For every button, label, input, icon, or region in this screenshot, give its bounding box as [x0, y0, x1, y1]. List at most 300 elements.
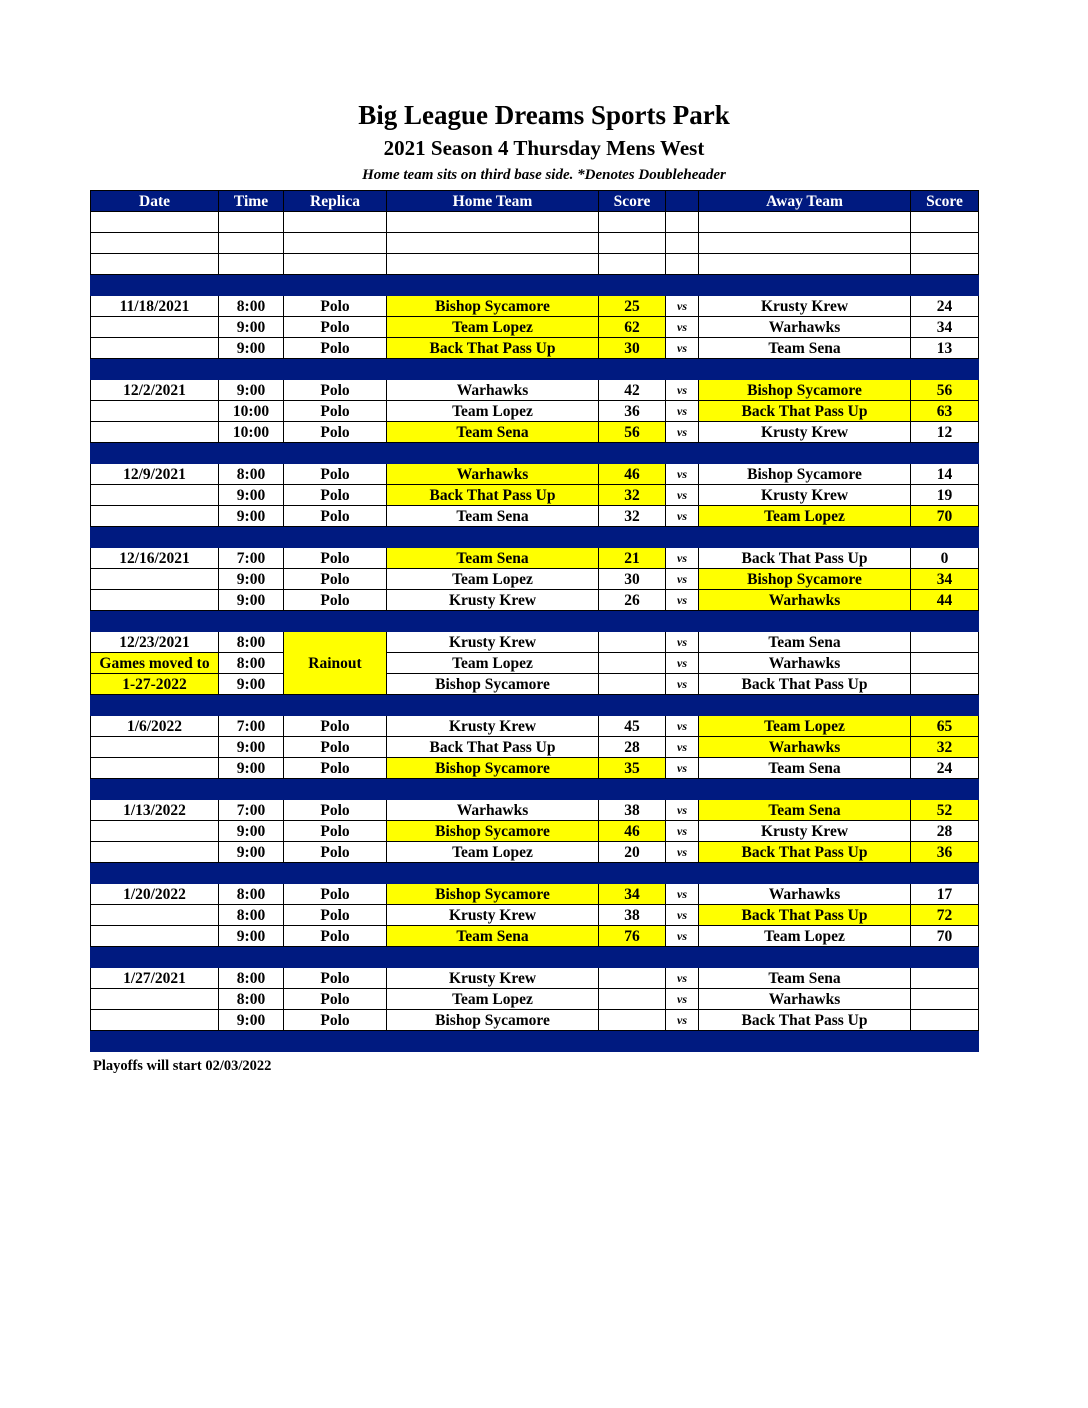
game-field: Polo [284, 485, 387, 506]
blank-cell [91, 254, 219, 275]
away-team: Back That Pass Up [699, 1010, 911, 1031]
separator-cell [699, 695, 911, 716]
vs-label: vs [666, 926, 699, 947]
game-date: 1/27/2021 [91, 968, 219, 989]
vs-label: vs [666, 401, 699, 422]
home-score: 46 [599, 464, 666, 485]
separator-cell [666, 947, 699, 968]
game-row [91, 380, 979, 401]
date-cell [91, 401, 219, 422]
game-field: Polo [284, 842, 387, 863]
home-team: Bishop Sycamore [387, 821, 599, 842]
vs-label: vs [666, 380, 699, 401]
col-date: Date [91, 191, 219, 212]
home-score: 28 [599, 737, 666, 758]
game-time: 8:00 [219, 296, 284, 317]
away-score: 70 [911, 506, 979, 527]
col-replica: Replica [284, 191, 387, 212]
away-score: 65 [911, 716, 979, 737]
game-row [91, 401, 979, 422]
vs-label: vs [666, 653, 699, 674]
game-row [91, 737, 979, 758]
separator-cell [911, 527, 979, 548]
separator-cell [219, 1031, 284, 1052]
separator-cell [387, 1031, 599, 1052]
date-cell [91, 926, 219, 947]
vs-label: vs [666, 884, 699, 905]
separator-cell [387, 695, 599, 716]
game-time: 7:00 [219, 800, 284, 821]
away-score: 19 [911, 485, 979, 506]
separator-cell [91, 275, 219, 296]
separator-cell [911, 611, 979, 632]
separator-cell [599, 611, 666, 632]
home-score: 30 [599, 569, 666, 590]
home-team: Krusty Krew [387, 968, 599, 989]
vs-label: vs [666, 317, 699, 338]
away-score: 72 [911, 905, 979, 926]
game-row [91, 338, 979, 359]
separator-cell [666, 359, 699, 380]
vs-label: vs [666, 989, 699, 1010]
blank-cell [284, 254, 387, 275]
game-time: 7:00 [219, 716, 284, 737]
separator-cell [911, 695, 979, 716]
game-time: 8:00 [219, 653, 284, 674]
game-time: 9:00 [219, 758, 284, 779]
game-row [91, 590, 979, 611]
home-score: 42 [599, 380, 666, 401]
home-team: Back That Pass Up [387, 737, 599, 758]
home-score [599, 989, 666, 1010]
separator-cell [219, 863, 284, 884]
blank-cell [599, 254, 666, 275]
vs-label: vs [666, 632, 699, 653]
separator-cell [91, 779, 219, 800]
separator-cell [91, 611, 219, 632]
away-score: 24 [911, 296, 979, 317]
home-team: Bishop Sycamore [387, 758, 599, 779]
away-score [911, 674, 979, 695]
home-team: Bishop Sycamore [387, 884, 599, 905]
game-row [91, 674, 979, 695]
col-home-score: Score [599, 191, 666, 212]
vs-label: vs [666, 296, 699, 317]
away-score: 70 [911, 926, 979, 947]
date-cell [91, 758, 219, 779]
separator-cell [387, 359, 599, 380]
col-vs [666, 191, 699, 212]
separator-cell [219, 947, 284, 968]
away-score: 34 [911, 317, 979, 338]
game-row [91, 800, 979, 821]
separator-cell [699, 947, 911, 968]
game-time: 9:00 [219, 674, 284, 695]
separator-cell [284, 359, 387, 380]
blank-cell [91, 233, 219, 254]
col-away-score: Score [911, 191, 979, 212]
blank-cell [699, 254, 911, 275]
home-team: Krusty Krew [387, 905, 599, 926]
blank-cell [219, 254, 284, 275]
home-score [599, 653, 666, 674]
away-score [911, 989, 979, 1010]
home-team: Warhawks [387, 464, 599, 485]
separator-cell [911, 863, 979, 884]
blank-cell [699, 233, 911, 254]
playoffs-note: Playoffs will start 02/03/2022 [93, 1058, 272, 1074]
blank-cell [219, 212, 284, 233]
rainout-badge: Rainout [284, 632, 387, 695]
home-score: 62 [599, 317, 666, 338]
vs-label: vs [666, 1010, 699, 1031]
separator-cell [911, 359, 979, 380]
game-row [91, 548, 979, 569]
vs-label: vs [666, 758, 699, 779]
separator-cell [284, 695, 387, 716]
game-row [91, 758, 979, 779]
game-row [91, 905, 979, 926]
separator-cell [599, 527, 666, 548]
vs-label: vs [666, 800, 699, 821]
home-team: Warhawks [387, 380, 599, 401]
away-score: 14 [911, 464, 979, 485]
away-score: 12 [911, 422, 979, 443]
home-score: 36 [599, 401, 666, 422]
away-score: 63 [911, 401, 979, 422]
game-field: Polo [284, 338, 387, 359]
vs-label: vs [666, 842, 699, 863]
vs-label: vs [666, 338, 699, 359]
separator-cell [599, 863, 666, 884]
game-field: Polo [284, 989, 387, 1010]
vs-label: vs [666, 506, 699, 527]
date-cell [91, 1010, 219, 1031]
separator-cell [284, 863, 387, 884]
home-score: 76 [599, 926, 666, 947]
game-row [91, 842, 979, 863]
separator-cell [219, 611, 284, 632]
vs-label: vs [666, 590, 699, 611]
separator-cell [599, 359, 666, 380]
vs-label: vs [666, 737, 699, 758]
game-field: Polo [284, 590, 387, 611]
game-row [91, 422, 979, 443]
separator-cell [599, 275, 666, 296]
vs-label: vs [666, 716, 699, 737]
separator-row [91, 443, 979, 464]
game-row [91, 989, 979, 1010]
home-score: 20 [599, 842, 666, 863]
separator-cell [387, 947, 599, 968]
home-team: Krusty Krew [387, 590, 599, 611]
game-row [91, 569, 979, 590]
away-team: Back That Pass Up [699, 842, 911, 863]
separator-cell [699, 1031, 911, 1052]
date-cell [91, 905, 219, 926]
vs-label: vs [666, 569, 699, 590]
separator-cell [599, 947, 666, 968]
home-score [599, 968, 666, 989]
away-team: Warhawks [699, 590, 911, 611]
game-row [91, 716, 979, 737]
home-team: Team Lopez [387, 842, 599, 863]
blank-cell [911, 212, 979, 233]
home-score: 38 [599, 800, 666, 821]
separator-row [91, 863, 979, 884]
col-time: Time [219, 191, 284, 212]
game-date: 12/16/2021 [91, 548, 219, 569]
home-team: Back That Pass Up [387, 485, 599, 506]
away-score: 44 [911, 590, 979, 611]
away-team: Team Sena [699, 632, 911, 653]
game-date: 1/13/2022 [91, 800, 219, 821]
away-team: Krusty Krew [699, 485, 911, 506]
blank-row [91, 212, 979, 233]
separator-cell [91, 527, 219, 548]
separator-cell [699, 611, 911, 632]
game-row [91, 296, 979, 317]
separator-cell [91, 863, 219, 884]
game-field: Polo [284, 296, 387, 317]
blank-cell [387, 254, 599, 275]
game-time: 9:00 [219, 506, 284, 527]
separator-row [91, 1031, 979, 1052]
home-score: 32 [599, 485, 666, 506]
date-cell [91, 737, 219, 758]
moved-date: 1-27-2022 [91, 674, 219, 695]
home-score: 30 [599, 338, 666, 359]
page-subtitle: 2021 Season 4 Thursday Mens West [383, 136, 705, 160]
separator-cell [387, 275, 599, 296]
home-team: Team Sena [387, 548, 599, 569]
game-date: 12/23/2021 [91, 632, 219, 653]
game-field: Polo [284, 548, 387, 569]
date-cell [91, 590, 219, 611]
blank-row [91, 254, 979, 275]
game-time: 7:00 [219, 548, 284, 569]
game-time: 9:00 [219, 380, 284, 401]
home-team: Krusty Krew [387, 716, 599, 737]
separator-cell [219, 695, 284, 716]
game-time: 9:00 [219, 737, 284, 758]
game-row [91, 968, 979, 989]
away-score: 36 [911, 842, 979, 863]
home-team: Team Lopez [387, 989, 599, 1010]
separator-cell [91, 1031, 219, 1052]
separator-cell [387, 527, 599, 548]
game-time: 9:00 [219, 485, 284, 506]
blank-cell [387, 212, 599, 233]
away-score [911, 968, 979, 989]
game-row [91, 485, 979, 506]
page-title: Big League Dreams Sports Park [358, 100, 730, 130]
blank-cell [599, 212, 666, 233]
separator-cell [599, 443, 666, 464]
separator-cell [91, 695, 219, 716]
separator-cell [666, 611, 699, 632]
game-time: 9:00 [219, 590, 284, 611]
separator-cell [387, 443, 599, 464]
separator-cell [284, 443, 387, 464]
separator-row [91, 695, 979, 716]
separator-cell [599, 779, 666, 800]
away-score [911, 632, 979, 653]
blank-cell [911, 233, 979, 254]
away-team: Team Lopez [699, 926, 911, 947]
separator-cell [911, 443, 979, 464]
col-home-team: Home Team [387, 191, 599, 212]
date-cell [91, 989, 219, 1010]
schedule-table [90, 190, 979, 1052]
blank-cell [599, 233, 666, 254]
game-field: Polo [284, 926, 387, 947]
away-team: Warhawks [699, 884, 911, 905]
game-field: Polo [284, 905, 387, 926]
date-cell [91, 422, 219, 443]
away-team: Bishop Sycamore [699, 464, 911, 485]
game-field: Polo [284, 422, 387, 443]
home-score: 45 [599, 716, 666, 737]
away-score: 28 [911, 821, 979, 842]
game-date: 1/6/2022 [91, 716, 219, 737]
separator-cell [666, 275, 699, 296]
game-row [91, 317, 979, 338]
separator-cell [666, 527, 699, 548]
separator-cell [666, 443, 699, 464]
blank-cell [666, 254, 699, 275]
blank-cell [284, 233, 387, 254]
game-field: Polo [284, 884, 387, 905]
separator-cell [699, 527, 911, 548]
separator-row [91, 359, 979, 380]
game-time: 8:00 [219, 905, 284, 926]
game-field: Polo [284, 968, 387, 989]
separator-row [91, 611, 979, 632]
separator-cell [911, 779, 979, 800]
away-team: Team Lopez [699, 716, 911, 737]
away-team: Back That Pass Up [699, 401, 911, 422]
game-field: Polo [284, 821, 387, 842]
game-row [91, 506, 979, 527]
separator-cell [699, 359, 911, 380]
home-team: Team Lopez [387, 569, 599, 590]
separator-cell [91, 947, 219, 968]
separator-cell [284, 527, 387, 548]
away-team: Back That Pass Up [699, 548, 911, 569]
blank-cell [284, 212, 387, 233]
away-team: Team Sena [699, 800, 911, 821]
home-team: Team Sena [387, 506, 599, 527]
header-row [91, 191, 979, 212]
separator-row [91, 779, 979, 800]
blank-cell [666, 233, 699, 254]
home-team: Team Lopez [387, 317, 599, 338]
date-cell [91, 485, 219, 506]
home-score: 38 [599, 905, 666, 926]
separator-cell [387, 611, 599, 632]
separator-cell [699, 779, 911, 800]
away-team: Warhawks [699, 653, 911, 674]
away-team: Back That Pass Up [699, 674, 911, 695]
separator-cell [699, 863, 911, 884]
home-score: 26 [599, 590, 666, 611]
home-score: 35 [599, 758, 666, 779]
away-score: 56 [911, 380, 979, 401]
blank-cell [666, 212, 699, 233]
game-time: 8:00 [219, 632, 284, 653]
away-team: Team Sena [699, 758, 911, 779]
vs-label: vs [666, 821, 699, 842]
vs-label: vs [666, 905, 699, 926]
game-field: Polo [284, 506, 387, 527]
game-field: Polo [284, 737, 387, 758]
home-team: Team Sena [387, 926, 599, 947]
game-field: Polo [284, 317, 387, 338]
separator-cell [219, 527, 284, 548]
game-field: Polo [284, 401, 387, 422]
blank-row [91, 233, 979, 254]
game-date: 11/18/2021 [91, 296, 219, 317]
separator-cell [91, 443, 219, 464]
away-team: Warhawks [699, 737, 911, 758]
home-team: Team Lopez [387, 653, 599, 674]
home-team: Warhawks [387, 800, 599, 821]
game-time: 8:00 [219, 968, 284, 989]
schedule-body [91, 212, 979, 1052]
away-team: Krusty Krew [699, 296, 911, 317]
home-score [599, 674, 666, 695]
separator-cell [666, 863, 699, 884]
home-team: Team Lopez [387, 401, 599, 422]
game-time: 9:00 [219, 1010, 284, 1031]
away-team: Bishop Sycamore [699, 380, 911, 401]
away-score: 32 [911, 737, 979, 758]
game-time: 9:00 [219, 926, 284, 947]
separator-cell [911, 275, 979, 296]
moved-note: Games moved to [91, 653, 219, 674]
away-team: Team Lopez [699, 506, 911, 527]
game-date: 12/2/2021 [91, 380, 219, 401]
separator-cell [599, 695, 666, 716]
away-score: 0 [911, 548, 979, 569]
game-row [91, 1010, 979, 1031]
separator-row [91, 947, 979, 968]
separator-cell [284, 1031, 387, 1052]
vs-label: vs [666, 485, 699, 506]
separator-cell [219, 443, 284, 464]
vs-label: vs [666, 674, 699, 695]
date-cell [91, 506, 219, 527]
away-team: Krusty Krew [699, 821, 911, 842]
home-score: 25 [599, 296, 666, 317]
separator-cell [284, 779, 387, 800]
game-time: 10:00 [219, 422, 284, 443]
vs-label: vs [666, 464, 699, 485]
game-row [91, 926, 979, 947]
vs-label: vs [666, 968, 699, 989]
game-time: 8:00 [219, 989, 284, 1010]
home-score: 34 [599, 884, 666, 905]
away-team: Back That Pass Up [699, 905, 911, 926]
separator-row [91, 527, 979, 548]
separator-cell [284, 611, 387, 632]
game-field: Polo [284, 758, 387, 779]
game-time: 10:00 [219, 401, 284, 422]
home-team: Krusty Krew [387, 632, 599, 653]
game-date: 1/20/2022 [91, 884, 219, 905]
blank-cell [911, 254, 979, 275]
